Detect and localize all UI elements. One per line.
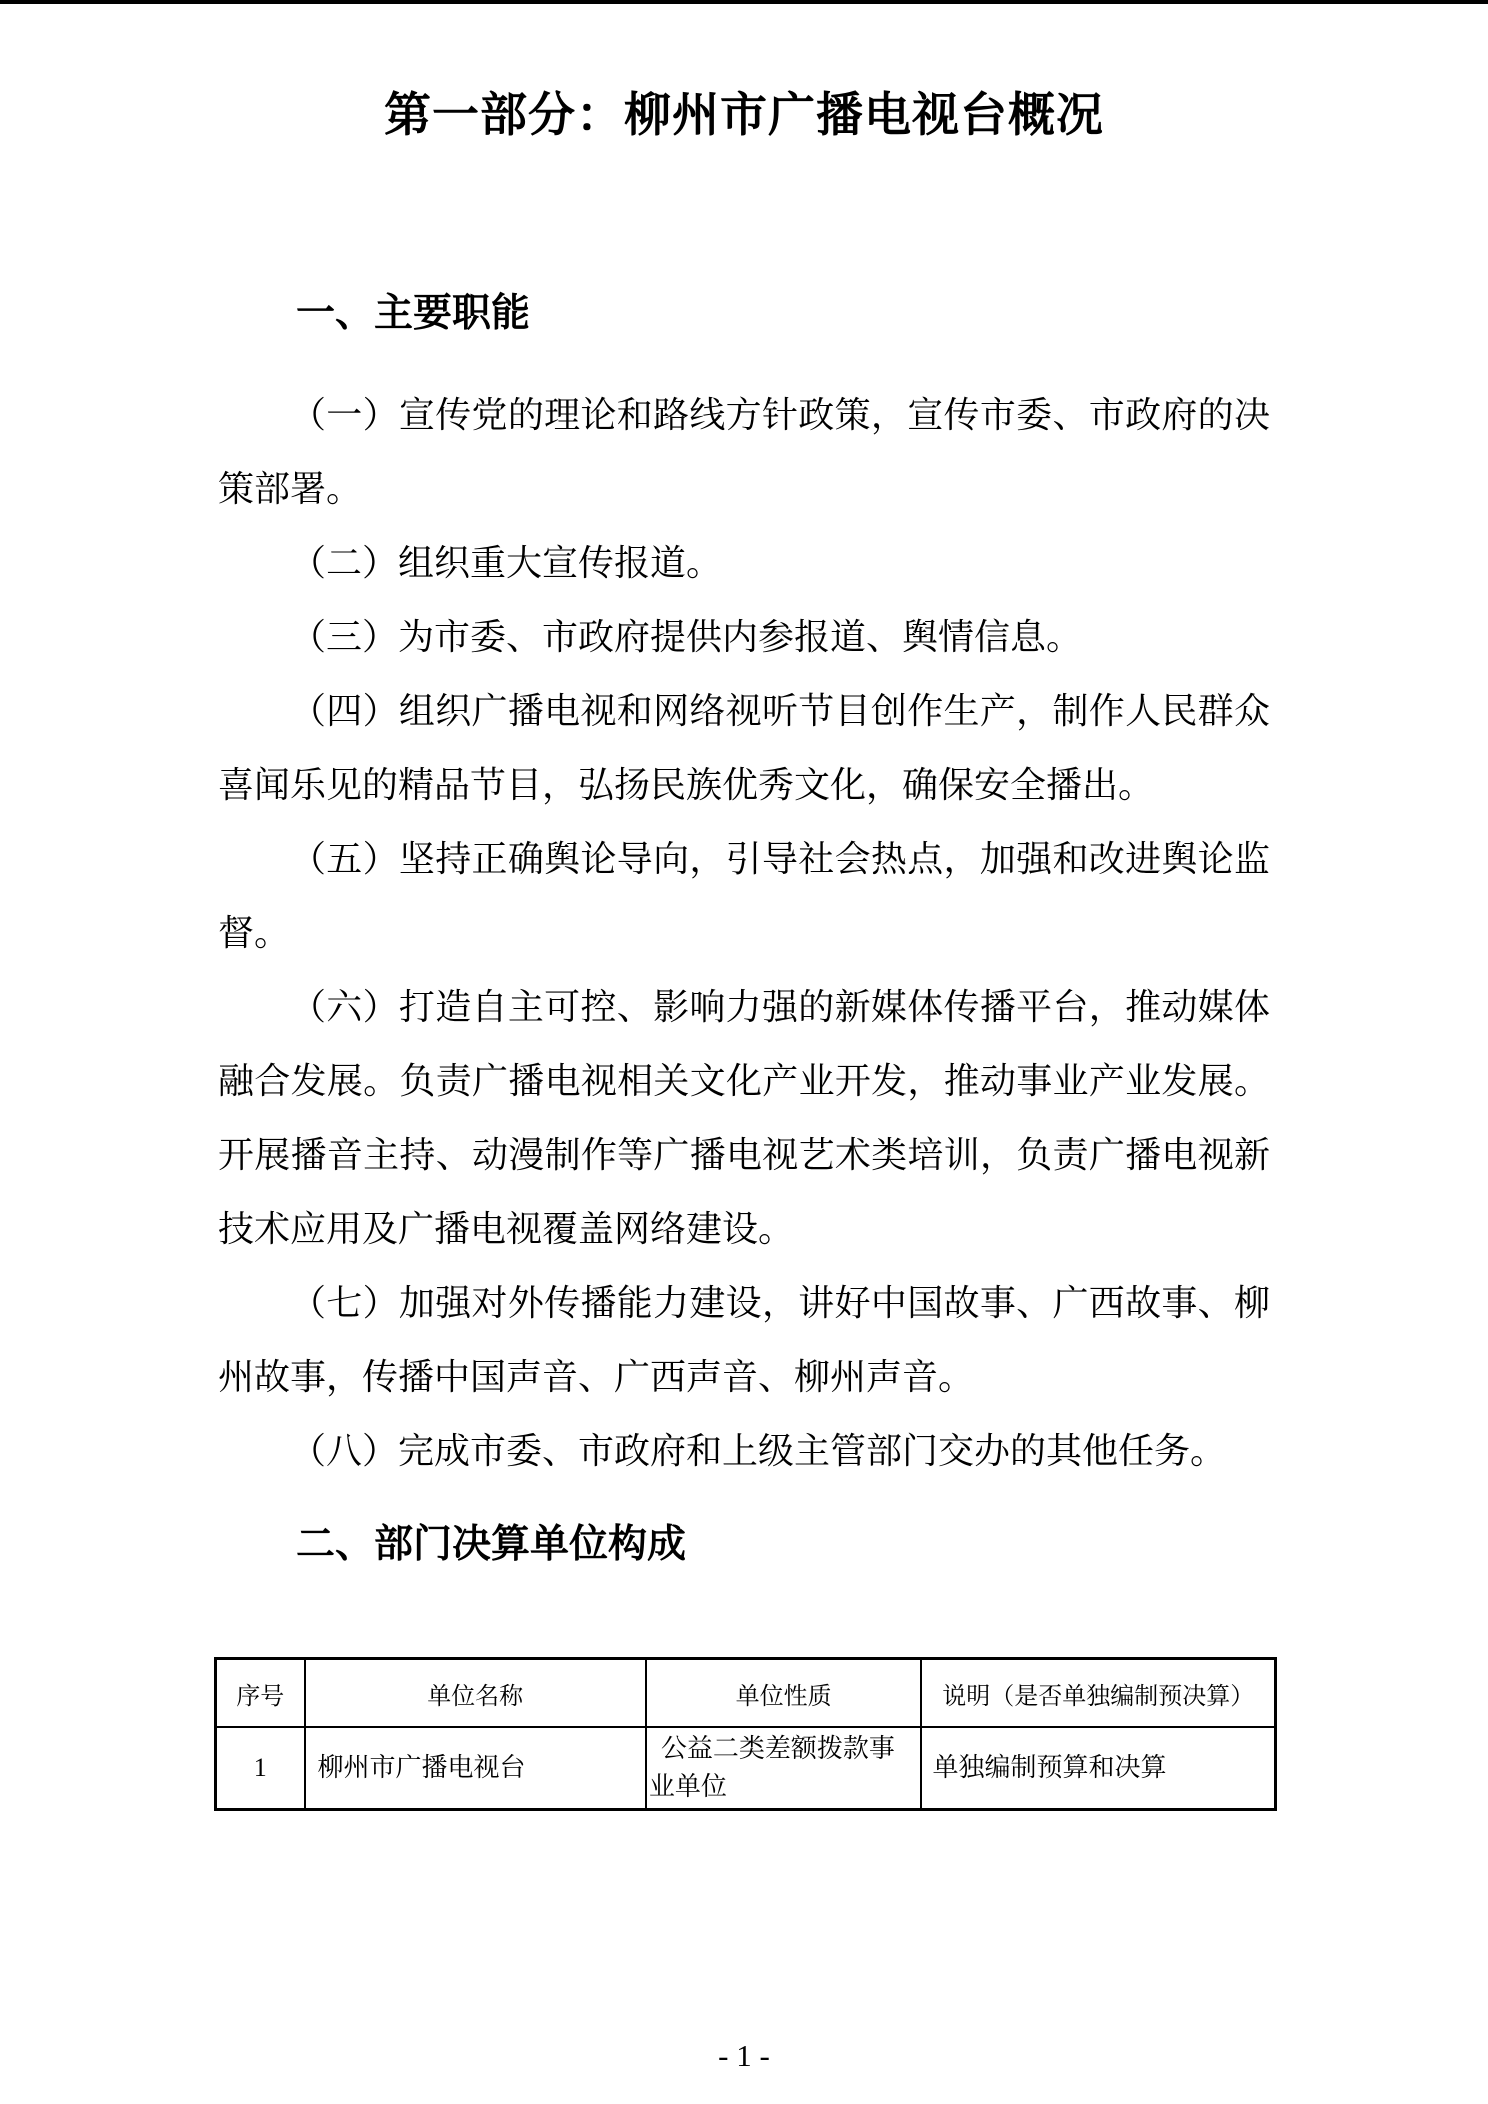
units-table — [214, 1657, 1277, 1811]
page-top-border — [0, 0, 1488, 4]
table-header-unit-type: 单位性质 — [646, 1659, 922, 1728]
section-heading-unit-composition: 二、部门决算单位构成 — [296, 1523, 687, 1566]
table-header-unit-name: 单位名称 — [305, 1659, 646, 1728]
table-row — [216, 1727, 1276, 1810]
paragraph: （七）加强对外传播能力建设，讲好中国故事、广西故事、柳州故事，传播中国声音、广西声音、柳州声音。 — [218, 1283, 1270, 1397]
table-header-index: 序号 — [216, 1659, 305, 1728]
paragraph: （二）组织重大宣传报道。 — [290, 543, 723, 583]
paragraph: （五）坚持正确舆论导向，引导社会热点，加强和改进舆论监督。 — [218, 839, 1270, 953]
paragraph: （六）打造自主可控、影响力强的新媒体传播平台，推动媒体融合发展。负责广播电视相关文化产业开发，推动事业产业发展。开展播音主持、动漫制作等广播电视艺术类培训，负责广播电视新技术应用及广播电视覆盖网络建设。 — [218, 987, 1270, 1249]
table-header-note: 说明（是否单独编制预决算） — [921, 1659, 1275, 1728]
paragraph: （八）完成市委、市政府和上级主管部门交办的其他任务。 — [290, 1431, 1227, 1471]
section-body-main-functions — [218, 378, 1270, 1488]
table-cell-unit-name: 柳州市广播电视台 — [305, 1727, 646, 1810]
document-title: 第一部分：柳州市广播电视台概况 — [384, 88, 1104, 141]
paragraph: （一）宣传党的理论和路线方针政策，宣传市委、市政府的决策部署。 — [218, 395, 1270, 509]
table-header-row — [216, 1659, 1276, 1728]
table-cell-unit-type: 公益二类差额拨款事业单位 — [646, 1727, 922, 1810]
section-heading-main-functions: 一、主要职能 — [296, 292, 531, 335]
paragraph: （三）为市委、市政府提供内参报道、舆情信息。 — [290, 617, 1083, 657]
table-cell-note: 单独编制预算和决算 — [921, 1727, 1275, 1810]
page-number: - 1 - — [718, 2038, 770, 2073]
paragraph: （四）组织广播电视和网络视听节目创作生产，制作人民群众喜闻乐见的精品节目，弘扬民族优秀文化，确保安全播出。 — [218, 691, 1270, 805]
table-cell-index: 1 — [216, 1727, 305, 1810]
